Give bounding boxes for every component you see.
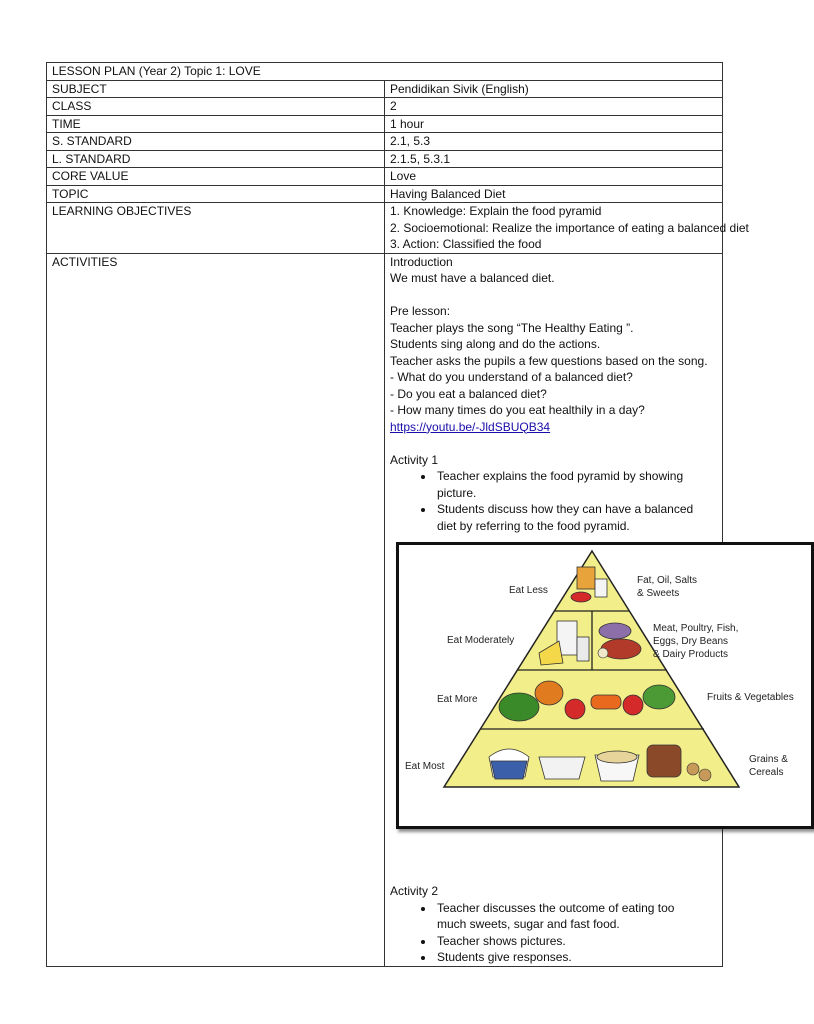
label-class: CLASS — [47, 98, 385, 116]
lesson-plan-title: LESSON PLAN (Year 2) Topic 1: LOVE — [47, 63, 723, 81]
food-pyramid-figure — [396, 542, 814, 829]
pyramid-right-label: & Dairy Products — [653, 649, 729, 660]
value-objectives — [385, 203, 749, 254]
row-topic — [47, 185, 723, 203]
pyramid-left-label: Eat More — [437, 694, 478, 705]
introduction-heading: Introduction — [390, 254, 453, 269]
row-s-standard — [47, 133, 723, 151]
lesson-plan-table — [46, 62, 794, 967]
row-core-value — [47, 168, 723, 186]
pre-lesson-heading: Pre lesson: — [390, 304, 451, 318]
row-objectives — [47, 203, 723, 254]
activity2-list — [390, 900, 717, 966]
label-core-value: CORE VALUE — [47, 168, 385, 186]
pyramid-left-label: Eat Less — [509, 585, 548, 596]
label-time: TIME — [47, 115, 385, 133]
value-class: 2 — [385, 98, 723, 116]
pre-lesson-line: Teacher asks the pupils a few questions based on the song. — [390, 353, 708, 368]
row-subject — [47, 80, 723, 98]
list-item: • Students discuss how they can have a balanced diet by referring to the food pyramid. — [435, 501, 717, 534]
value-time: 1 hour — [385, 115, 723, 133]
introduction-text: We must have a balanced diet. — [390, 271, 555, 285]
value-s-standard: 2.1, 5.3 — [385, 133, 723, 151]
pre-lesson-line: - Do you eat a balanced diet? — [390, 386, 547, 401]
pyramid-right-label: & Sweets — [637, 588, 680, 599]
label-objectives: LEARNING OBJECTIVES — [47, 203, 385, 254]
youtube-link[interactable]: https://youtu.be/-JldSBUQB34 — [390, 419, 551, 434]
objective-item: 2. Socioemotional: Realize the importance of eating a balanced diet — [390, 220, 749, 235]
label-subject: SUBJECT — [47, 80, 385, 98]
value-activities — [385, 253, 794, 966]
objective-item: 3. Action: Classified the food — [390, 237, 542, 251]
label-topic: TOPIC — [47, 185, 385, 203]
pre-lesson-line: - What do you understand of a balanced diet? — [390, 370, 633, 384]
activity2-heading: Activity 2 — [390, 884, 439, 898]
food-pyramid-svg — [399, 545, 811, 826]
value-subject: Pendidikan Sivik (English) — [385, 80, 723, 98]
list-item: • Teacher shows pictures. — [435, 933, 717, 950]
row-l-standard — [47, 150, 723, 168]
pyramid-right-label: Eggs, Dry Beans — [653, 636, 729, 647]
list-item: • Teacher discusses the outcome of eating too much sweets, sugar and fast food. — [435, 900, 717, 933]
activity1-heading: Activity 1 — [390, 452, 439, 467]
objective-item: 1. Knowledge: Explain the food pyramid — [390, 204, 602, 218]
pyramid-right-label: Grains & — [749, 754, 788, 765]
label-l-standard: L. STANDARD — [47, 150, 385, 168]
pyramid-left-label: Eat Moderately — [447, 635, 515, 646]
value-l-standard: 2.1.5, 5.3.1 — [385, 150, 723, 168]
pyramid-right-label: Fat, Oil, Salts — [637, 575, 698, 586]
pyramid-right-label: Meat, Poultry, Fish, — [653, 623, 739, 634]
value-core-value: Love — [385, 168, 723, 186]
label-s-standard: S. STANDARD — [47, 133, 385, 151]
label-activities: ACTIVITIES — [47, 253, 385, 966]
pyramid-left-label: Eat Most — [405, 761, 445, 772]
value-topic: Having Balanced Diet — [385, 185, 723, 203]
pre-lesson-line: Teacher plays the song “The Healthy Eating ”. — [390, 320, 634, 335]
list-item: • Teacher explains the food pyramid by showing picture. — [435, 468, 717, 501]
pre-lesson-line: - How many times do you eat healthily in a day? — [390, 403, 645, 417]
row-time — [47, 115, 723, 133]
pyramid-right-label: Fruits & Vegetables — [707, 692, 794, 703]
list-item: • Students give responses. — [435, 949, 717, 966]
row-class — [47, 98, 723, 116]
title-row — [47, 63, 723, 81]
pre-lesson-line: Students sing along and do the actions. — [390, 337, 601, 351]
pyramid-right-label: Cereals — [749, 767, 784, 778]
row-activities — [47, 253, 723, 966]
activity1-list — [390, 468, 717, 534]
